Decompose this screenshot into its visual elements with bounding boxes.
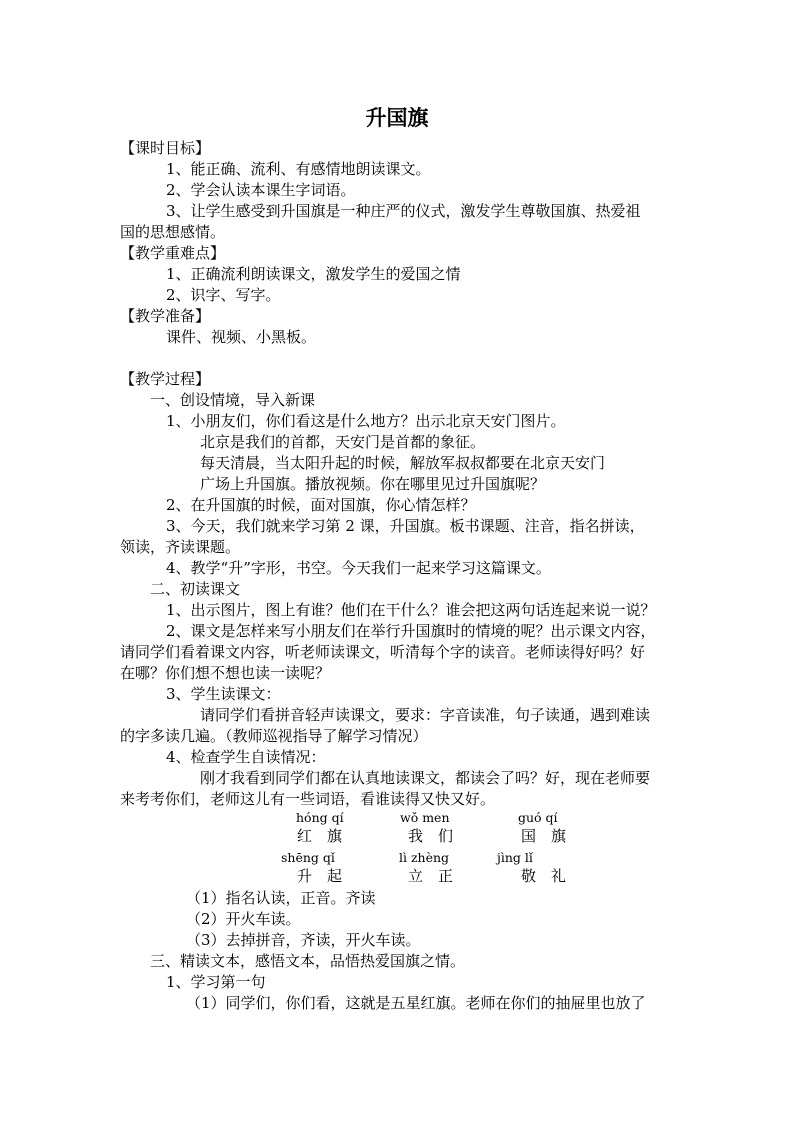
objective-line-2: 2、学会认读本课生字词语。 — [166, 181, 356, 199]
process-line: （1）同学们，你们看，这就是五星红旗。老师在你们的抽屉里也放了 — [186, 994, 646, 1012]
keypoint-line-1: 1、正确流利朗读课文，激发学生的爱国之情 — [166, 265, 461, 283]
preparation-line: 课件、视频、小黑板。 — [166, 328, 317, 346]
process-line: 每天清晨，当太阳升起的时候，解放军叔叔都要在北京天安门 — [200, 454, 606, 472]
process-line: （3）去掉拼音，齐读，开火车读。 — [186, 931, 421, 949]
process-heading-1: 一、创设情境，导入新课 — [150, 391, 316, 409]
process-line: 请同学们看拼音轻声读课文，要求：字音读准，句子读通，遇到难读 — [200, 706, 651, 724]
vocab-pinyin: lì zhèng — [399, 850, 450, 865]
section-heading-objectives: 【课时目标】 — [120, 139, 211, 157]
process-heading-3: 三、精读文本，感悟文本，品悟热爱国旗之情。 — [150, 952, 466, 970]
process-line: 在哪？你们想不想也读一读呢？ — [120, 664, 331, 682]
vocab-word: 敬 礼 — [521, 867, 567, 885]
keypoint-line-2: 2、识字、写字。 — [166, 286, 281, 304]
process-line: 领读，齐读课题。 — [120, 538, 241, 556]
process-line: 广场上升国旗。播放视频。你在哪里见过升国旗呢？ — [200, 475, 546, 493]
process-line: （1）指名认读，正音。齐读 — [186, 889, 376, 907]
process-line: 3、今天，我们就来学习第 2 课，升国旗。板书课题、注音，指名拼读， — [166, 517, 645, 535]
process-line: 1、出示图片，图上有谁？他们在干什么？谁会把这两句话连起来说一说？ — [166, 601, 656, 619]
process-line: 1、小朋友们，你们看这是什么地方？出示北京天安门图片。 — [166, 412, 566, 430]
process-line: （2）开火车读。 — [186, 910, 301, 928]
vocab-pinyin: wǒ men — [400, 810, 450, 825]
process-line: 刚才我看到同学们都在认真地读课文，都读会了吗？好，现在老师要 — [200, 769, 651, 787]
section-heading-process: 【教学过程】 — [120, 370, 211, 388]
process-line: 请同学们看着课文内容，听老师读课文，听清每个字的读音。老师读得好吗？好 — [120, 643, 646, 661]
process-heading-2: 二、初读课文 — [150, 580, 241, 598]
process-line: 北京是我们的首都，天安门是首都的象征。 — [200, 433, 486, 451]
vocab-word: 我 们 — [408, 827, 454, 845]
objective-line-3-cont: 国的思想感情。 — [120, 223, 226, 241]
process-line: 4、教学“升”字形，书空。今天我们一起来学习这篇课文。 — [166, 559, 551, 577]
process-line: 2、在升国旗的时候，面对国旗，你心情怎样？ — [166, 496, 476, 514]
process-line: 来考考你们，老师这儿有一些词语，看谁读得又快又好。 — [120, 790, 496, 808]
vocab-pinyin: guó qí — [518, 810, 558, 825]
document-title: 升国旗 — [365, 105, 429, 130]
section-heading-keypoints: 【教学重难点】 — [120, 244, 226, 262]
vocab-word: 国 旗 — [521, 827, 567, 845]
vocab-word: 升 起 — [297, 867, 343, 885]
vocab-word: 红 旗 — [297, 827, 343, 845]
vocab-pinyin: hóng qí — [296, 810, 344, 825]
process-line: 4、检查学生自读情况： — [166, 748, 326, 766]
vocab-word: 立 正 — [408, 867, 454, 885]
process-line: 1、学习第一句 — [166, 973, 266, 991]
vocab-pinyin: shēng qǐ — [281, 850, 335, 865]
process-line: 的字多读几遍。（教师巡视指导了解学习情况） — [120, 727, 428, 745]
objective-line-1: 1、能正确、流利、有感情地朗读课文。 — [166, 160, 431, 178]
objective-line-3: 3、让学生感受到升国旗是一种庄严的仪式，激发学生尊敬国旗、热爱祖 — [166, 202, 641, 220]
process-line: 3、学生读课文： — [166, 685, 281, 703]
process-line: 2、课文是怎样来写小朋友们在举行升国旗时的情境的呢？出示课文内容， — [166, 622, 656, 640]
section-heading-preparation: 【教学准备】 — [120, 307, 211, 325]
vocab-pinyin: jìng lǐ — [497, 850, 533, 865]
